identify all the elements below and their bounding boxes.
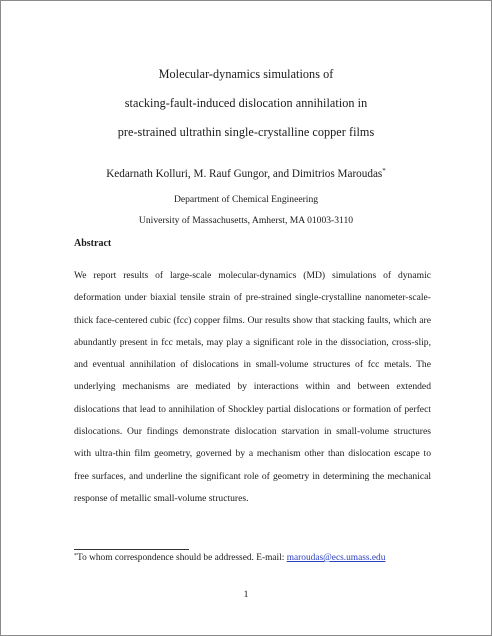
abstract-heading: Abstract bbox=[74, 238, 112, 249]
corresponding-author-marker: * bbox=[382, 167, 386, 175]
affiliation-university: University of Massachusetts, Amherst, MA 01003-3110 bbox=[138, 215, 354, 226]
footnote bbox=[74, 553, 385, 563]
footnote-divider bbox=[74, 549, 189, 550]
footnote-text: To whom correspondence should be addressed. E-mail: bbox=[77, 553, 287, 563]
title-line-3: pre-strained ultrathin single-crystalline copper films bbox=[117, 125, 375, 139]
email-link[interactable]: maroudas@ecs.umass.edu bbox=[286, 553, 386, 563]
title-line-2: stacking-fault-induced dislocation annihilation in bbox=[124, 96, 368, 110]
footnote-marker: * bbox=[74, 553, 77, 559]
page-number: 1 bbox=[243, 589, 249, 600]
affiliation-department: Department of Chemical Engineering bbox=[173, 194, 319, 205]
author-list bbox=[1, 167, 491, 180]
abstract-text: We report results of large-scale molecular-dynamics (MD) simulations of dynamic deformation under biaxial tensile strain of pre-strained single-crystalline nanometer-scale-thick face-centered cubic (fcc) copper films. Our results show that stacking faults, which are abundantly present in fcc metals, may play a significant role in the dissociation, cross-slip, and eventual annihilation of dislocations in small-volume structures of fcc metals. The underlying mechanisms are mediated by interactions within and between extended dislocations that lead to annihilation of Shockley partial dislocations or formation of perfect dislocations. Our findings demonstrate dislocation starvation in small-volume structures with ultra-thin film geometry, governed by a mechanism other than dislocation escape to free surfaces, and underline the significant role of geometry in determining the mechanical response of metallic small-volume structures. bbox=[74, 270, 431, 504]
author-names: Kedarnath Kolluri, M. Rauf Gungor, and Dimitrios Maroudas bbox=[106, 168, 383, 180]
title-line-1: Molecular-dynamics simulations of bbox=[158, 67, 334, 81]
